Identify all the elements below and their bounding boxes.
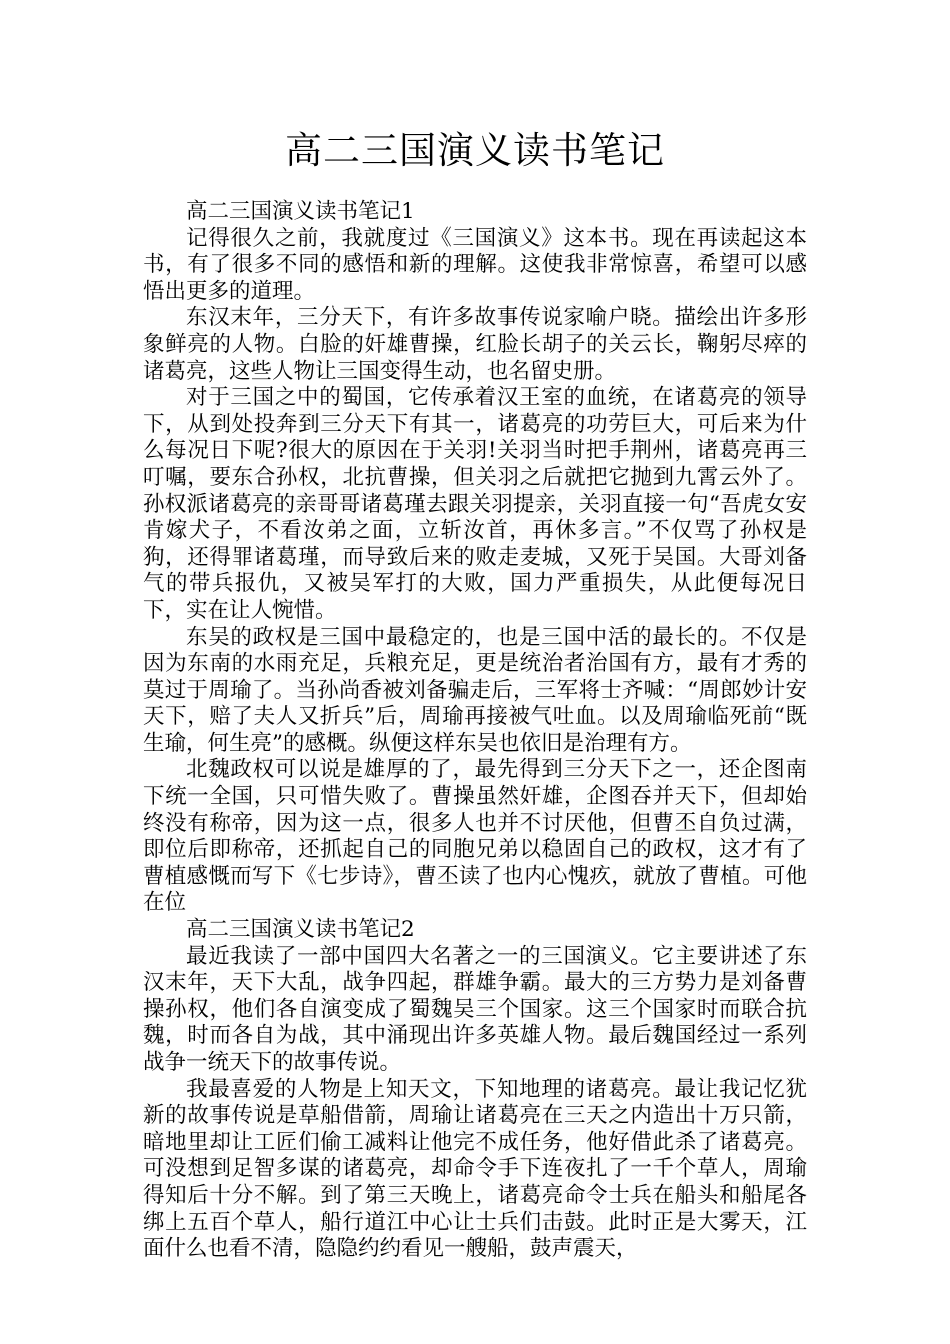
- document-title: 高二三国演义读书笔记: [285, 129, 665, 172]
- paragraph: 我最喜爱的人物是上知天文，下知地理的诸葛亮。最让我记忆犹新的故事传说是草船借箭，周瑜让诸葛亮在三天之内造出十万只箭，暗地里却让工匠们偷工减料让他完不成任务，他好借此杀了诸葛亮。可没想到足智多谋的诸葛亮，却命令手下连夜扎了一千个草人，周瑜得知后十分不解。到了第三天晚上，诸葛亮命令士兵在船头和船尾各绑上五百个草人，船行道江中心让士兵们击鼓。此时正是大雾天，江面什么也看不清，隐隐约约看见一艘船，鼓声震天，: [143, 1076, 807, 1262]
- section-heading-2: 高二三国演义读书笔记2: [186, 917, 415, 943]
- paragraph: 最近我读了一部中国四大名著之一的三国演义。它主要讲述了东汉末年，天下大乱，战争四起，群雄争霸。最大的三方势力是刘备曹操孙权，他们各自演变成了蜀魏吴三个国家。这三个国家时而联合抗魏，时而各自为战，其中涌现出许多英雄人物。最后魏国经过一系列战争一统天下的故事传说。: [143, 943, 807, 1075]
- section-heading-1: 高二三国演义读书笔记1: [186, 199, 415, 224]
- paragraph: 记得很久之前，我就度过《三国演义》这本书。现在再读起这本书，有了很多不同的感悟和新的理解。这使我非常惊喜，希望可以感悟出更多的道理。: [143, 225, 807, 304]
- paragraph: 东汉末年，三分天下，有许多故事传说家喻户晓。描绘出许多形象鲜亮的人物。白脸的奸雄曹操，红脸长胡子的关云长，鞠躬尽瘁的诸葛亮，这些人物让三国变得生动，也名留史册。: [143, 305, 807, 384]
- paragraph: 对于三国之中的蜀国，它传承着汉王室的血统，在诸葛亮的领导下，从到处投奔到三分天下有其一，诸葛亮的功劳巨大，可后来为什么每况日下呢?很大的原因在于关羽!关羽当时把手荆州，诸葛亮再三叮嘱，要东合孙权，北抗曹操，但关羽之后就把它抛到九霄云外了。孙权派诸葛亮的亲哥哥诸葛瑾去跟关羽提亲，关羽直接一句“吾虎女安肯嫁犬子，不看汝弟之面，立斩汝首，再休多言。”不仅骂了孙权是狗，还得罪诸葛瑾，而导致后来的败走麦城，又死于吴国。大哥刘备气的带兵报仇，又被吴军打的大败，国力严重损失，从此便每况日下，实在让人惋惜。: [143, 385, 807, 623]
- paragraph: 东吴的政权是三国中最稳定的，也是三国中活的最长的。不仅是因为东南的水雨充足，兵粮充足，更是统治者治国有方，最有才秀的莫过于周瑜了。当孙尚香被刘备骗走后，三军将士齐喊：“周郎妙计安天下，赔了夫人又折兵”后，周瑜再接被气吐血。以及周瑜临死前“既生瑜，何生亮”的感概。纵便这样东吴也依旧是治理有方。: [143, 624, 807, 756]
- paragraph: 北魏政权可以说是雄厚的了，最先得到三分天下之一，还企图南下统一全国，只可惜失败了。曹操虽然奸雄，企图吞并天下，但却始终没有称帝，因为这一点，很多人也并不讨厌他，但曹丕自负过满，即位后即称帝，还抓起自己的同胞兄弟以稳固自己的政权，这才有了曹植感慨而写下《七步诗》，曹丕读了也内心愧疚，就放了曹植。可他在位: [143, 757, 807, 916]
- document-body: [143, 199, 807, 1263]
